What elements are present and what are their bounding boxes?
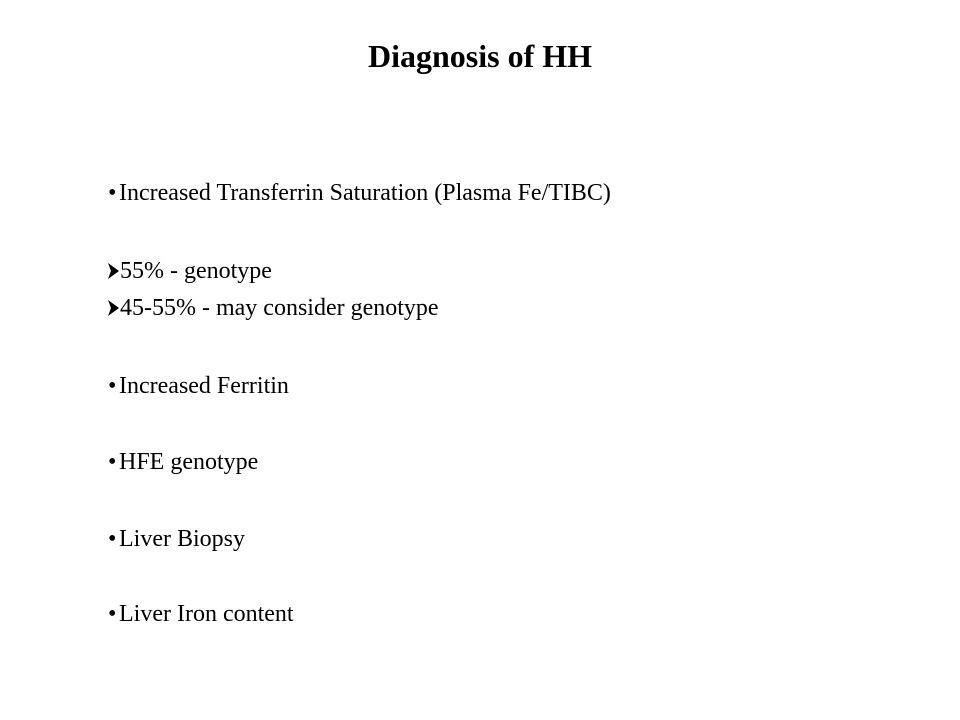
bullet-item (108, 371, 289, 401)
bullet-dot: • (108, 526, 117, 552)
sub-item-text: 55% - genotype (120, 258, 272, 284)
bullet-dot: • (108, 180, 117, 206)
sub-item (108, 256, 272, 286)
bullet-dot: • (108, 449, 117, 475)
bullet-dot: • (108, 601, 117, 627)
bullet-text: HFE genotype (119, 449, 259, 475)
bullet-text: Liver Iron content (119, 601, 294, 627)
bullet-dot: • (108, 373, 117, 399)
sub-item-text: 45-55% - may consider genotype (120, 295, 439, 321)
arrowhead-bullet-icon (108, 262, 119, 280)
bullet-item (108, 599, 294, 629)
bullet-text: Increased Ferritin (119, 373, 289, 399)
bullet-item (108, 524, 245, 554)
bullet-text: Increased Transferrin Saturation (Plasma Fe/TIBC) (119, 180, 611, 206)
bullet-text: Liver Biopsy (119, 526, 245, 552)
bullet-item (108, 447, 258, 477)
slide-title: Diagnosis of HH (367, 38, 593, 74)
bullet-item (108, 178, 611, 208)
sub-item (108, 293, 439, 323)
arrowhead-bullet-icon (108, 299, 119, 317)
